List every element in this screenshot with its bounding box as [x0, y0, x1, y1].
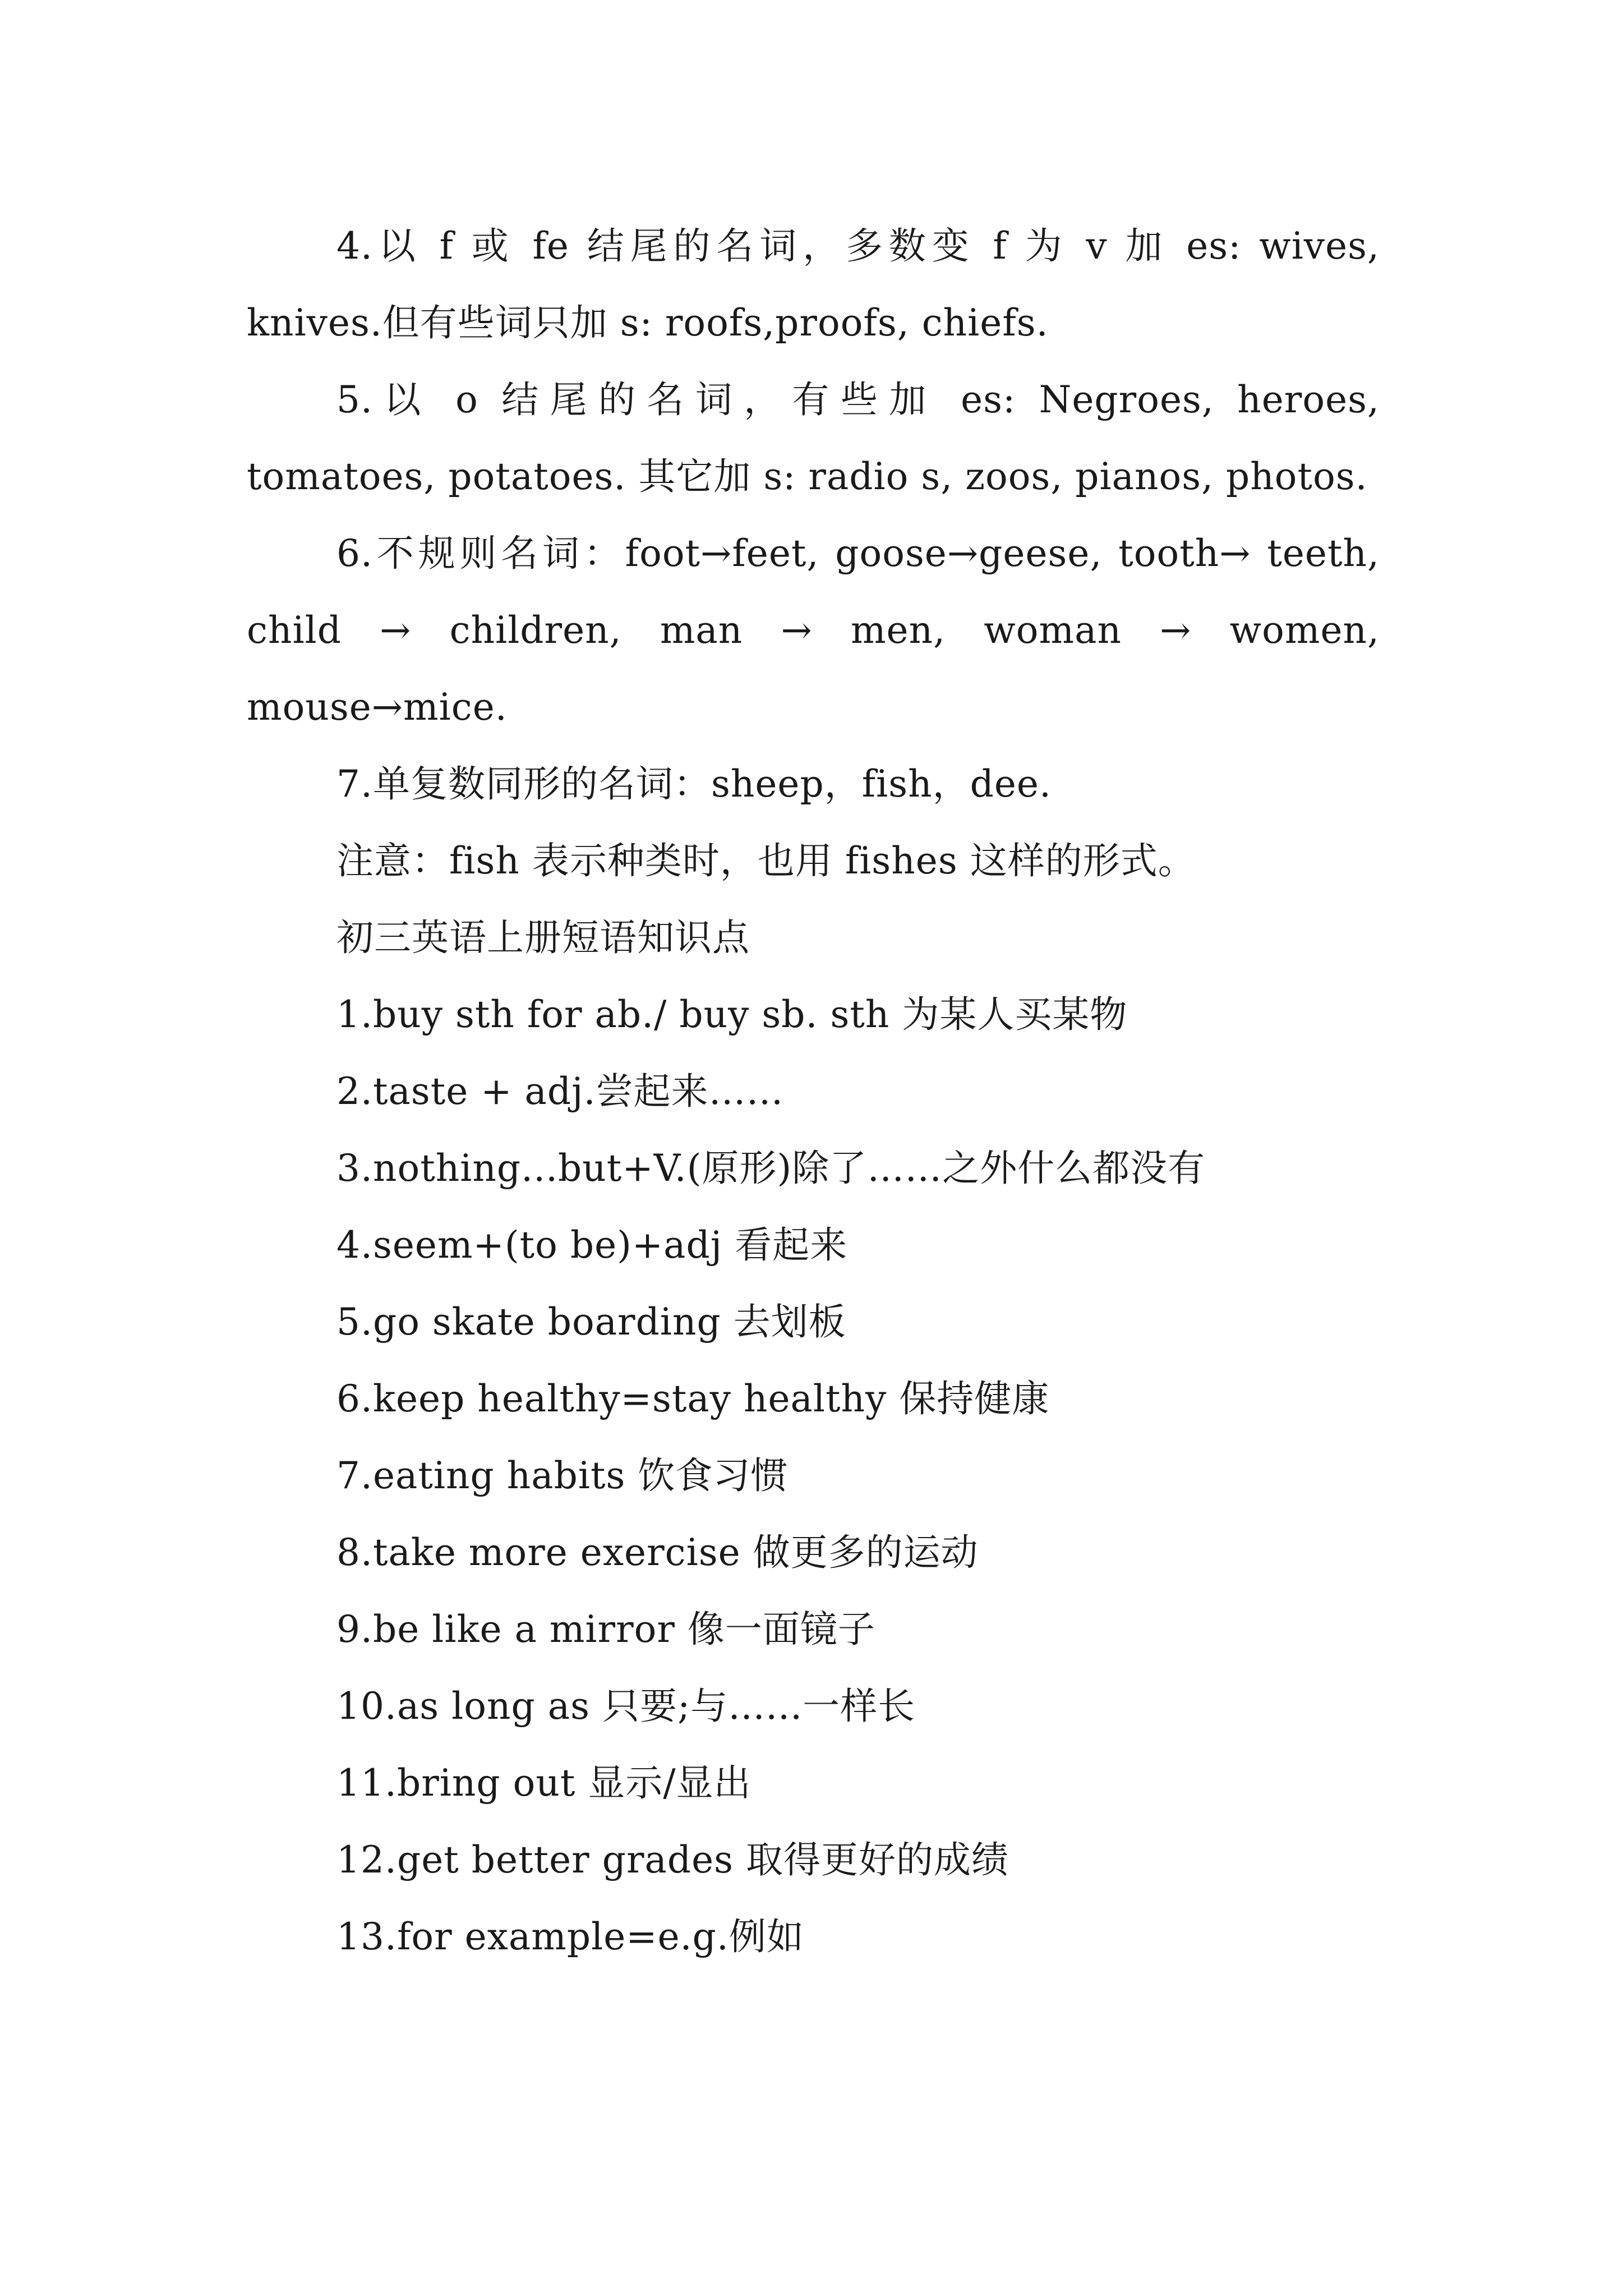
phrase-item-9: 9.be like a mirror 像一面镜子 — [336, 1608, 875, 1651]
phrase-item-7: 7.eating habits 饮食习惯 — [336, 1454, 789, 1497]
phrase-item-5: 5.go skate boarding 去划板 — [336, 1300, 846, 1343]
document-body — [247, 208, 1380, 1975]
phrase-item-3: 3.nothing...but+V.(原形)除了……之外什么都没有 — [336, 1147, 1206, 1190]
rule-paragraph-6: 6.不规则名词：foot→feet, goose→geese, tooth→ teeth, child → children, man → men, woman → women, mouse→mice. — [247, 532, 1380, 729]
phrase-item-1: 1.buy sth for ab./ buy sb. sth 为某人买某物 — [336, 993, 1128, 1036]
rule-paragraph-5: 5.以 o 结尾的名词，有些加 es: Negroes, heroes, tomatoes, potatoes. 其它加 s: radio s, zoos, pianos, photos. — [247, 378, 1380, 498]
phrase-item-13: 13.for example=e.g.例如 — [336, 1915, 804, 1958]
phrase-item-4: 4.seem+(to be)+adj 看起来 — [336, 1223, 848, 1267]
phrase-item-10: 10.as long as 只要;与…...一样长 — [336, 1685, 916, 1728]
phrase-item-6: 6.keep healthy=stay healthy 保持健康 — [336, 1377, 1050, 1420]
phrase-item-2: 2.taste + adj.尝起来…… — [336, 1070, 784, 1113]
section-heading: 初三英语上册短语知识点 — [336, 916, 750, 959]
note-line: 注意：fish 表示种类时，也用 fishes 这样的形式。 — [336, 839, 1196, 882]
phrase-item-8: 8.take more exercise 做更多的运动 — [336, 1531, 979, 1574]
phrase-item-12: 12.get better grades 取得更好的成绩 — [336, 1838, 1009, 1881]
phrase-item-11: 11.bring out 显示/显出 — [336, 1761, 751, 1805]
rule-line-7: 7.单复数同形的名词：sheep，fish，dee. — [336, 762, 1052, 806]
rule-paragraph-4: 4.以 f 或 fe 结尾的名词，多数变 f 为 v 加 es: wives, knives.但有些词只加 s: roofs,proofs, chiefs. — [247, 224, 1380, 344]
